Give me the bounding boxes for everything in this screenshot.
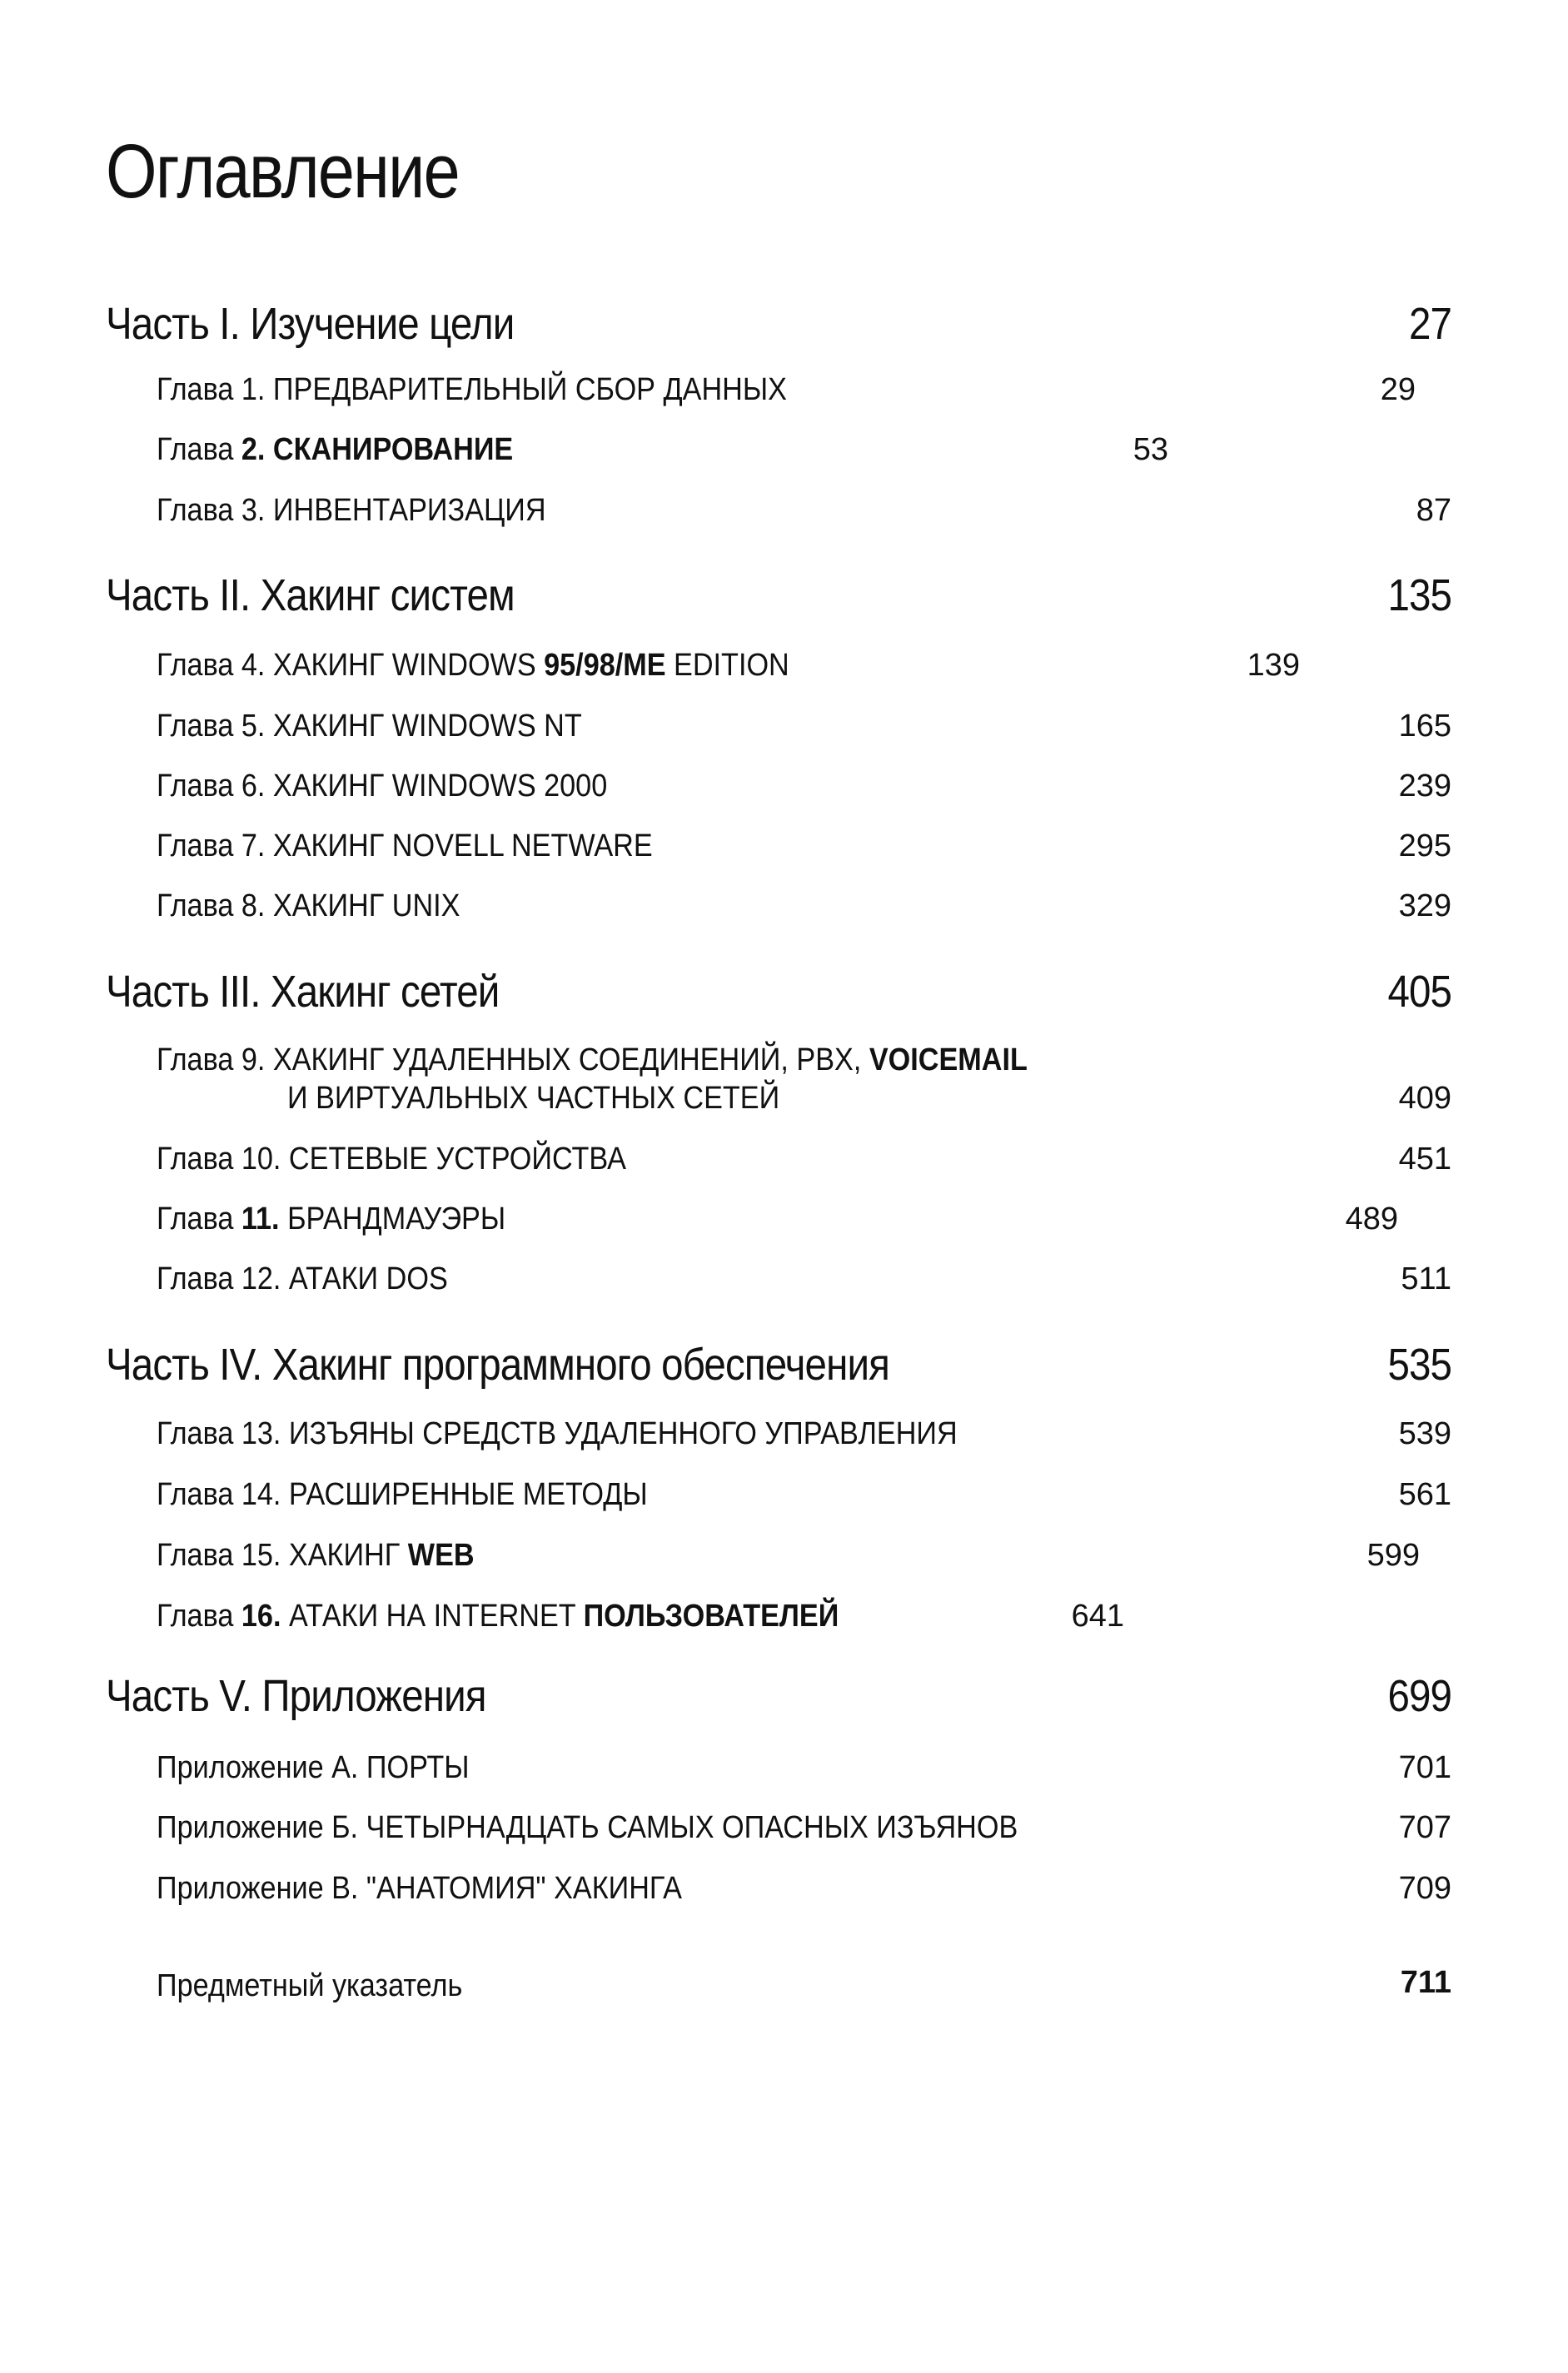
chapter-2-page: 53 xyxy=(1132,432,1168,467)
chapter-5-page: 165 xyxy=(1398,709,1451,744)
chapter-12 xyxy=(157,1263,448,1295)
chapter-prefix: Глава 14. xyxy=(157,1477,281,1512)
chapter-title-bold: ПОЛЬЗОВАТЕЛЕЙ xyxy=(583,1599,839,1634)
chapter-prefix: Глава 9. xyxy=(157,1042,266,1077)
part-1-page: 27 xyxy=(1408,299,1451,349)
chapter-prefix: Глава xyxy=(157,1599,234,1634)
part-3-title: Часть III. Хакинг сетей xyxy=(106,967,500,1017)
chapter-15-page: 599 xyxy=(1366,1538,1420,1573)
chapter-prefix: Глава 1. xyxy=(157,372,266,407)
part-2-title: Часть II. Хакинг систем xyxy=(106,570,515,620)
appendix-prefix: Приложение Б. xyxy=(157,1810,359,1845)
chapter-9-line-2: И ВИРТУАЛЬНЫХ ЧАСТНЫХ СЕТЕЙ xyxy=(287,1081,780,1116)
part-2-page: 135 xyxy=(1387,570,1451,620)
chapter-title: ХАКИНГ NOVELL NETWARE xyxy=(272,828,653,863)
chapter-number-bold: 16. xyxy=(241,1599,281,1634)
chapter-13 xyxy=(157,1418,958,1450)
chapter-prefix: Глава xyxy=(157,432,234,467)
chapter-title: ХАКИНГ WINDOWS 2000 xyxy=(272,769,608,803)
chapter-title: 2. СКАНИРОВАНИЕ xyxy=(241,432,514,467)
chapter-prefix: Глава 3. xyxy=(157,493,266,528)
chapter-title: АТАКИ DOS xyxy=(288,1261,448,1296)
chapter-title: ПРЕДВАРИТЕЛЬНЫЙ СБОР ДАННЫХ xyxy=(272,372,787,407)
appendix-title: "АНАТОМИЯ" ХАКИНГА xyxy=(366,1871,682,1906)
page-title: Оглавление xyxy=(106,129,459,214)
appendix-title: ЧЕТЫРНАДЦАТЬ САМЫХ ОПАСНЫХ ИЗЪЯНОВ xyxy=(366,1810,1018,1845)
chapter-4 xyxy=(157,649,789,681)
appendix-prefix: Приложение А. xyxy=(157,1750,359,1785)
chapter-title: РАСШИРЕННЫЕ МЕТОДЫ xyxy=(288,1477,648,1512)
chapter-11-page: 489 xyxy=(1345,1201,1398,1236)
appendix-a xyxy=(157,1752,470,1783)
part-5-title: Часть V. Приложения xyxy=(106,1671,486,1721)
chapter-prefix: Глава 5. xyxy=(157,709,266,744)
chapter-11 xyxy=(157,1203,505,1235)
chapter-8-page: 329 xyxy=(1398,888,1451,923)
chapter-title-bold: VOICEMAIL xyxy=(869,1042,1028,1077)
chapter-3-page: 87 xyxy=(1416,493,1451,528)
chapter-prefix: Глава 6. xyxy=(157,769,266,803)
chapter-prefix: Глава 7. xyxy=(157,828,266,863)
chapter-7-page: 295 xyxy=(1398,828,1451,863)
chapter-title: ХАКИНГ xyxy=(288,1538,401,1573)
chapter-8 xyxy=(157,890,460,922)
chapter-10-page: 451 xyxy=(1398,1142,1451,1177)
chapter-title: ИНВЕНТАРИЗАЦИЯ xyxy=(272,493,546,528)
chapter-9-page: 409 xyxy=(1398,1081,1451,1116)
appendix-a-page: 701 xyxy=(1398,1750,1451,1785)
appendix-b-page: 707 xyxy=(1398,1810,1451,1845)
chapter-title: ИЗЪЯНЫ СРЕДСТВ УДАЛЕННОГО УПРАВЛЕНИЯ xyxy=(288,1416,958,1451)
chapter-3 xyxy=(157,495,546,526)
chapter-5 xyxy=(157,710,582,742)
chapter-title: ХАКИНГ WINDOWS xyxy=(272,648,536,683)
chapter-prefix: Глава 12. xyxy=(157,1261,281,1296)
chapter-16-page: 641 xyxy=(1071,1599,1124,1634)
chapter-title-bold: WEB xyxy=(407,1538,475,1573)
chapter-title: АТАКИ НА INTERNET xyxy=(288,1599,576,1634)
chapter-16 xyxy=(157,1600,839,1632)
chapter-6 xyxy=(157,770,607,802)
appendix-title: ПОРТЫ xyxy=(366,1750,470,1785)
chapter-prefix: Глава 8. xyxy=(157,888,266,923)
chapter-prefix: Глава 10. xyxy=(157,1142,281,1177)
part-1-title: Часть I. Изучение цели xyxy=(106,299,515,349)
chapter-14-page: 561 xyxy=(1398,1477,1451,1512)
chapter-2 xyxy=(157,434,513,465)
subject-index-page: 711 xyxy=(1400,1965,1451,2000)
chapter-title: ХАКИНГ УДАЛЕННЫХ СОЕДИНЕНИЙ, PBX, xyxy=(272,1042,862,1077)
subject-index-label: Предметный указатель xyxy=(157,1968,463,2003)
chapter-7 xyxy=(157,830,653,862)
chapter-title: ХАКИНГ WINDOWS NT xyxy=(272,709,582,744)
chapter-title: БРАНДМАУЭРЫ xyxy=(287,1201,506,1236)
chapter-prefix: Глава 13. xyxy=(157,1416,281,1451)
chapter-1-page: 29 xyxy=(1380,372,1416,407)
chapter-9 xyxy=(157,1044,1028,1076)
chapter-prefix: Глава 4. xyxy=(157,648,266,683)
part-4-title: Часть IV. Хакинг программного обеспечения xyxy=(106,1340,889,1390)
chapter-title-suffix: EDITION xyxy=(674,648,789,683)
chapter-12-page: 511 xyxy=(1401,1261,1451,1296)
chapter-prefix: Глава xyxy=(157,1201,234,1236)
chapter-15 xyxy=(157,1540,475,1571)
chapter-10 xyxy=(157,1143,626,1175)
chapter-6-page: 239 xyxy=(1398,769,1451,803)
chapter-title-bold: 95/98/ME xyxy=(544,648,666,683)
appendix-prefix: Приложение В. xyxy=(157,1871,359,1906)
chapter-title: СЕТЕВЫЕ УСТРОЙСТВА xyxy=(288,1142,626,1177)
chapter-4-page: 139 xyxy=(1247,648,1300,683)
part-4-page: 535 xyxy=(1387,1340,1451,1390)
part-5-page: 699 xyxy=(1387,1671,1451,1721)
chapter-13-page: 539 xyxy=(1398,1416,1451,1451)
chapter-14 xyxy=(157,1479,648,1510)
appendix-v-page: 709 xyxy=(1398,1871,1451,1906)
appendix-b xyxy=(157,1812,1018,1843)
appendix-v xyxy=(157,1873,682,1904)
chapter-1 xyxy=(157,374,787,405)
chapter-number-bold: 11. xyxy=(241,1201,280,1236)
part-3-page: 405 xyxy=(1387,967,1451,1017)
chapter-prefix: Глава 15. xyxy=(157,1538,281,1573)
chapter-title: ХАКИНГ UNIX xyxy=(272,888,460,923)
